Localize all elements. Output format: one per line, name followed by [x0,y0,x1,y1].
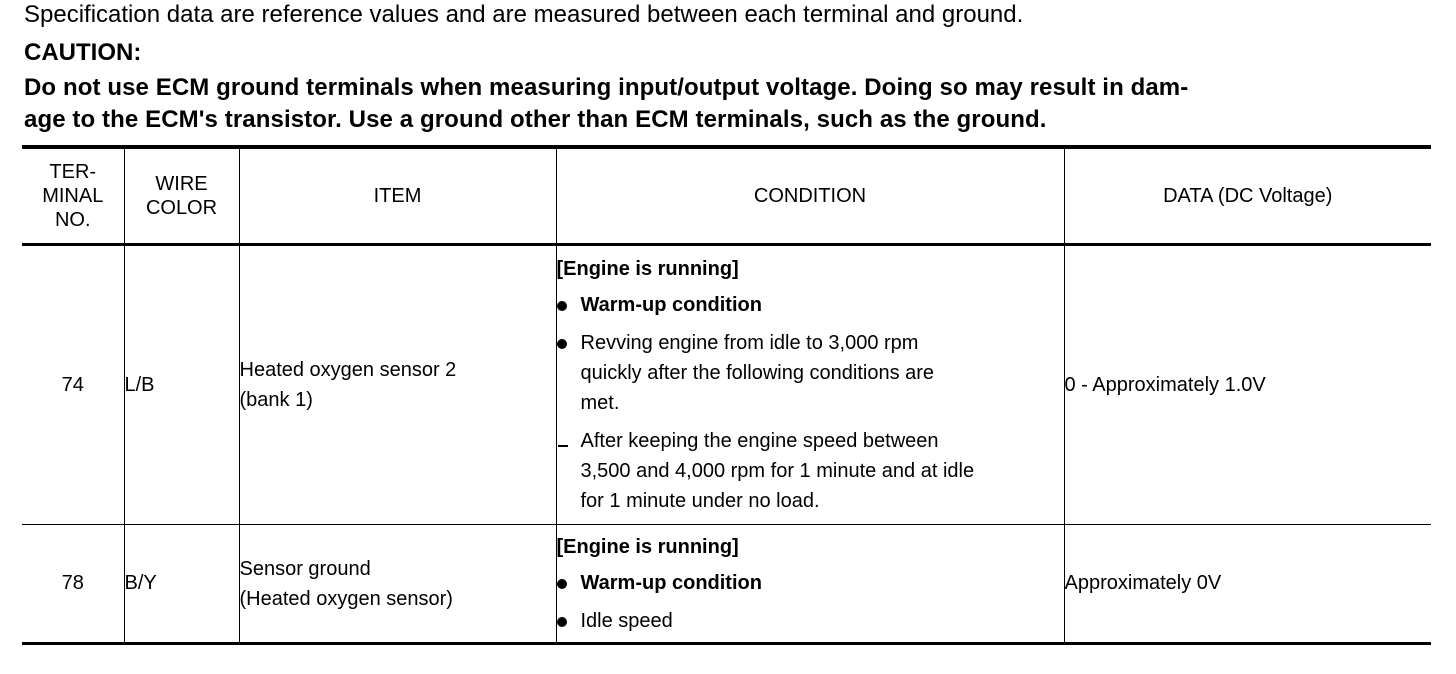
wire-color-cell: B/Y [124,525,239,644]
condition-cell [556,245,1064,525]
terminal-number-cell: 78 [22,525,124,644]
data-voltage-cell: 0 - Approximately 1.0V [1064,245,1431,525]
bullet-icon [557,328,575,358]
table-header-row [22,147,1431,245]
condition-line: quickly after the following conditions are [580,362,935,384]
item-line: (Heated oxygen sensor) [239,587,453,610]
header-terminal-line: MINAL [42,185,104,207]
condition-line: Idle speed [580,609,673,632]
bullet-icon [557,568,575,598]
bullet-glyph [557,617,567,627]
condition-item [557,606,1064,636]
condition-item [557,426,1064,516]
condition-line: met. [580,392,620,414]
condition-line: 3,500 and 4,000 rpm for 1 minute and at idle [580,460,975,482]
table-row [22,525,1431,644]
condition-title: [Engine is running] [556,258,739,280]
bullet-icon [557,606,575,636]
dash-icon [557,426,575,456]
condition-line: After keeping the engine speed between [580,430,939,452]
bullet-glyph [557,339,567,349]
terminal-spec-table [22,145,1431,645]
condition-title: [Engine is running] [556,535,739,558]
condition-line: Warm-up condition [580,571,762,594]
condition-item [557,328,1064,418]
bullet-icon [557,290,575,320]
header-wire-color [124,147,239,245]
header-wire-line: COLOR [145,197,218,219]
caution-heading: CAUTION: [24,39,142,66]
table-row [22,245,1431,525]
data-voltage-cell: Approximately 0V [1064,525,1431,644]
caution-line: age to the ECM's transistor. Use a ground other than ECM terminals, such as the ground. [24,106,1047,133]
item-cell [239,525,556,644]
header-data: DATA (DC Voltage) [1064,147,1431,245]
header-terminal-no [22,147,124,245]
header-condition: CONDITION [556,147,1064,245]
terminal-number-cell: 74 [22,245,124,525]
intro-text: Specification data are reference values and are measured between each terminal and ground. [24,1,1024,28]
condition-item [557,568,1064,598]
dash-glyph [558,445,568,447]
condition-line: Warm-up condition [580,294,762,316]
item-line: (bank 1) [239,389,313,411]
header-item: ITEM [239,147,556,245]
header-wire-line: WIRE [155,173,208,195]
item-cell [239,245,556,525]
caution-line: Do not use ECM ground terminals when measuring input/output voltage. Doing so may result in dam- [24,74,1189,101]
header-terminal-line: NO. [54,209,91,231]
condition-cell [556,525,1064,644]
header-terminal-line: TER- [49,161,97,183]
condition-line: Revving engine from idle to 3,000 rpm [580,332,919,354]
condition-line: for 1 minute under no load. [580,490,820,512]
wire-color-cell: L/B [124,245,239,525]
item-line: Sensor ground [239,557,371,580]
item-line: Heated oxygen sensor 2 [239,359,457,381]
caution-text [24,72,1434,136]
bullet-glyph [557,579,567,589]
bullet-glyph [557,301,567,311]
condition-item [557,290,1064,320]
